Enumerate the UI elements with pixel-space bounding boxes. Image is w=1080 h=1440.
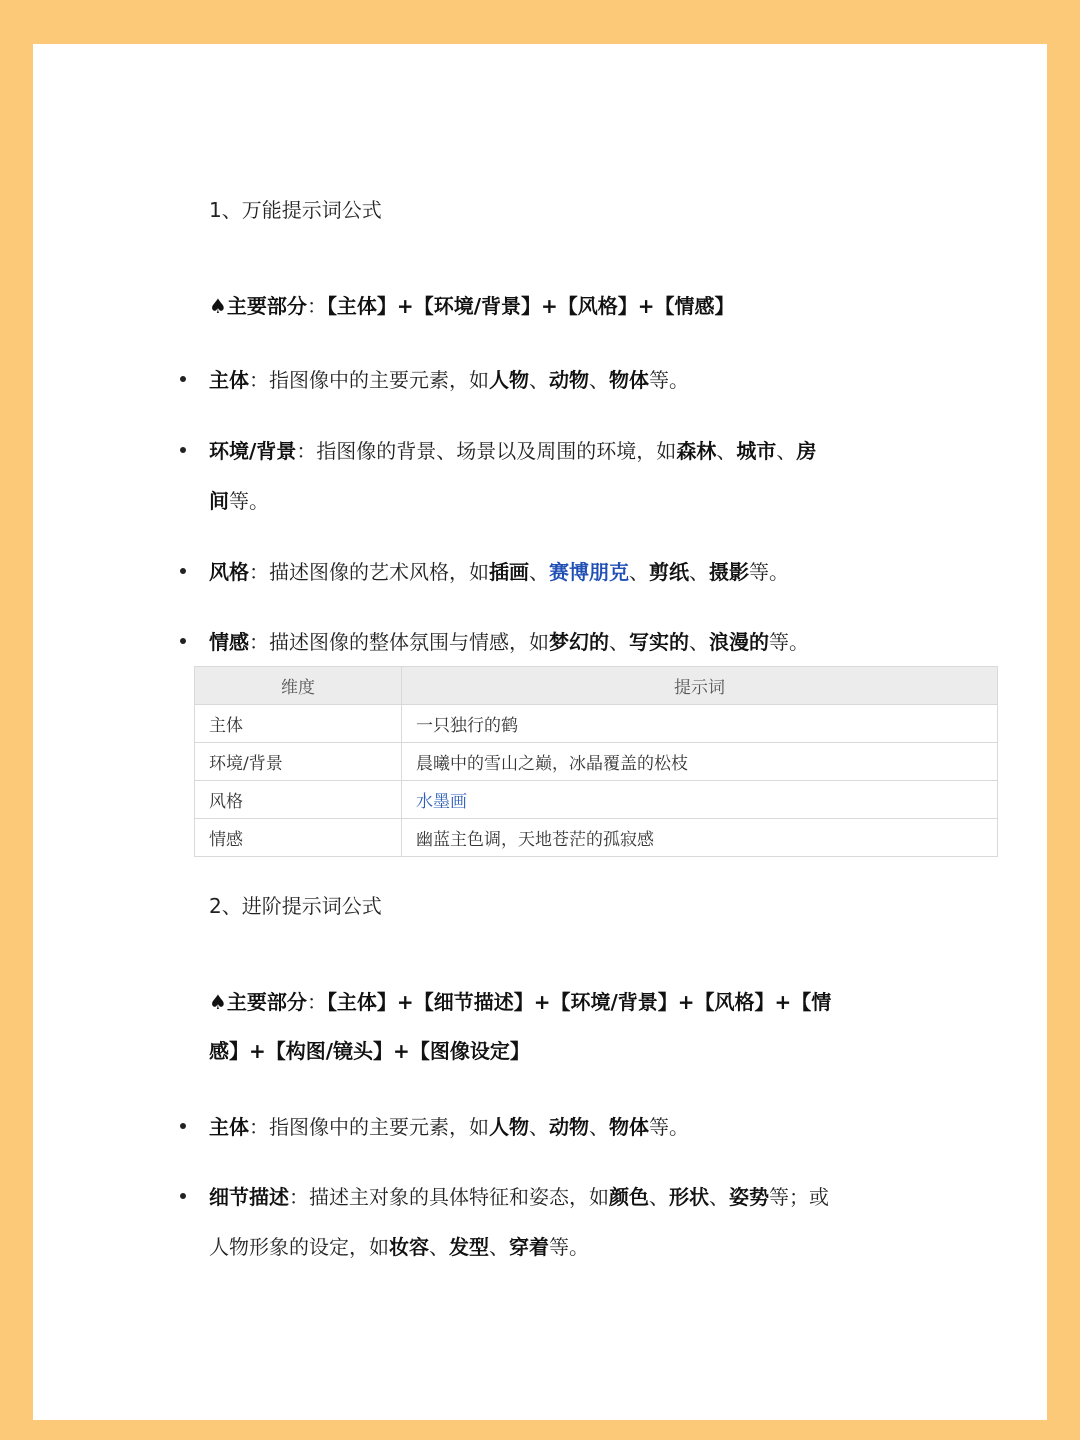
list-item-line	[209, 1111, 689, 1140]
table-cell-dimension: 主体	[195, 705, 402, 743]
keyword: 浪漫的	[709, 630, 769, 654]
keyword: 梦幻的	[549, 630, 609, 654]
list-item-sep: ：	[249, 1115, 269, 1139]
list-item-line	[209, 435, 816, 464]
table-row	[195, 819, 998, 857]
text-run: 等。	[229, 489, 269, 513]
keyword: 物体	[609, 1115, 649, 1139]
text-run: 、	[429, 1235, 449, 1259]
text-run: 指图像的背景、场景以及周围的环境，如	[316, 439, 677, 463]
formula-sep: ：	[306, 990, 327, 1014]
list-item-sep: ：	[249, 630, 269, 654]
list-item-line	[209, 1181, 829, 1210]
keyword: 颜色	[609, 1185, 649, 1209]
keyword: 城市	[736, 439, 777, 463]
keyword: 森林	[676, 439, 717, 463]
keyword: 妆容	[389, 1235, 429, 1259]
formula-body: 【主体】+【细节描述】+【环境/背景】+【风格】+【情	[326, 990, 832, 1014]
text-run: 描述图像的艺术风格，如	[269, 560, 489, 584]
list-item-sep: ：	[296, 439, 317, 463]
keyword: 动物	[549, 368, 589, 392]
text-run: 、	[489, 1235, 509, 1259]
list-item-sep: ：	[289, 1185, 309, 1209]
text-run: 、	[689, 630, 709, 654]
section1-title: 1、万能提示词公式	[209, 198, 382, 222]
table-header-dimension: 维度	[195, 667, 402, 705]
table-header-prompt: 提示词	[402, 667, 998, 705]
text-run: 、	[776, 439, 797, 463]
inline-link[interactable]: 赛博朋克	[549, 560, 629, 584]
keyword: 穿着	[509, 1235, 549, 1259]
text-run: 指图像中的主要元素，如	[269, 368, 489, 392]
text-run: 、	[589, 368, 609, 392]
keyword: 姿势	[729, 1185, 769, 1209]
list-item-sep: ：	[249, 560, 269, 584]
table-row	[195, 743, 998, 781]
text-run: 等。	[549, 1235, 589, 1259]
keyword: 间	[209, 489, 229, 513]
section2-formula-line1	[209, 986, 831, 1015]
keyword: 写实的	[629, 630, 689, 654]
table-cell-prompt: 晨曦中的雪山之巅，冰晶覆盖的松枝	[402, 743, 998, 781]
text-run: 、	[689, 560, 709, 584]
table-header-row	[195, 667, 998, 705]
list-item-line	[209, 364, 689, 393]
keyword: 物体	[609, 368, 649, 392]
keyword: 人物	[489, 1115, 529, 1139]
formula-body-cont: 感】+【构图/镜头】+【图像设定】	[209, 1039, 530, 1063]
bullet-dot	[180, 376, 186, 382]
text-run: 、	[649, 1185, 669, 1209]
formula-body: 【主体】+【环境/背景】+【风格】+【情感】	[326, 294, 735, 318]
section2-title: 2、进阶提示词公式	[209, 894, 382, 918]
table-cell-prompt	[402, 781, 998, 819]
text-run: 、	[529, 560, 549, 584]
table-cell-dimension: 情感	[195, 819, 402, 857]
formula-sep: ：	[306, 294, 327, 318]
text-run: 等；或	[769, 1185, 829, 1209]
section2-formula-line2	[209, 1035, 530, 1064]
text-run: 描述主对象的具体特征和姿态，如	[309, 1185, 609, 1209]
section1-formula	[209, 290, 735, 319]
keyword: 摄影	[709, 560, 749, 584]
keyword: 人物	[489, 368, 529, 392]
text-run: 等。	[749, 560, 789, 584]
list-item-sep: ：	[249, 368, 269, 392]
keyword: 动物	[549, 1115, 589, 1139]
text-run: 、	[609, 630, 629, 654]
table-cell-dimension: 风格	[195, 781, 402, 819]
text-run: 、	[716, 439, 737, 463]
prompt-table	[194, 666, 998, 857]
text-run: 、	[629, 560, 649, 584]
text-run: 人物形象的设定，如	[209, 1235, 389, 1259]
bullet-dot	[180, 447, 186, 453]
bullet-dot	[180, 1193, 186, 1199]
list-item-term: 细节描述	[209, 1185, 289, 1209]
keyword: 发型	[449, 1235, 489, 1259]
text-run: 、	[709, 1185, 729, 1209]
bullet-dot	[180, 568, 186, 574]
list-item-term: 情感	[209, 630, 249, 654]
text-run: 、	[529, 1115, 549, 1139]
inline-link[interactable]: 水墨画	[416, 792, 467, 812]
table-row	[195, 705, 998, 743]
bullet-dot	[180, 638, 186, 644]
table-cell-prompt: 一只独行的鹤	[402, 705, 998, 743]
list-item-line	[209, 1231, 589, 1260]
table-cell-prompt: 幽蓝主色调，天地苍茫的孤寂感	[402, 819, 998, 857]
list-item-term: 主体	[209, 1115, 249, 1139]
list-item-term: 风格	[209, 560, 249, 584]
keyword: 房	[796, 439, 817, 463]
list-item-line	[209, 626, 809, 655]
list-item-term: 主体	[209, 368, 249, 392]
text-run: 等。	[649, 368, 689, 392]
text-run: 指图像中的主要元素，如	[269, 1115, 489, 1139]
text-run: 、	[589, 1115, 609, 1139]
keyword: 形状	[669, 1185, 709, 1209]
table-row	[195, 781, 998, 819]
text-run: 、	[529, 368, 549, 392]
document-page	[33, 44, 1047, 1420]
list-item-line	[209, 485, 269, 514]
formula-label: ♠主要部分	[209, 294, 307, 318]
formula-label: ♠主要部分	[209, 990, 307, 1014]
bullet-dot	[180, 1123, 186, 1129]
table-cell-dimension: 环境/背景	[195, 743, 402, 781]
text-run: 等。	[649, 1115, 689, 1139]
text-run: 描述图像的整体氛围与情感，如	[269, 630, 549, 654]
keyword: 剪纸	[649, 560, 689, 584]
text-run: 等。	[769, 630, 809, 654]
keyword: 插画	[489, 560, 529, 584]
list-item-line	[209, 556, 789, 585]
list-item-term: 环境/背景	[209, 439, 297, 463]
